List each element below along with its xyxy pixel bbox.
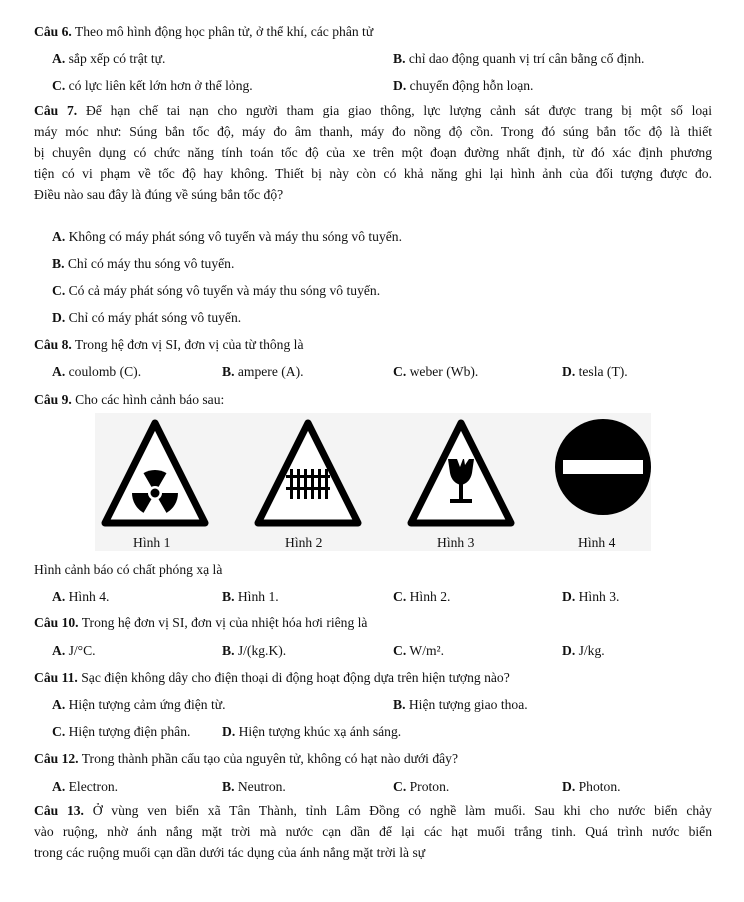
option-letter: C. [393, 779, 407, 794]
question-10-stem [34, 614, 367, 631]
option-letter: D. [562, 364, 576, 379]
option-letter: A. [52, 643, 66, 658]
question-11-stem [34, 669, 510, 686]
caption-figure-1: Hình 1 [133, 535, 171, 550]
question-number: Câu 7. [34, 103, 78, 118]
option-b [222, 588, 279, 605]
option-letter: B. [222, 779, 235, 794]
option-c [52, 77, 253, 94]
option-text: ampere (A). [234, 364, 304, 379]
fragile-glass-warning-sign [411, 423, 511, 523]
question-7-line: bị chuyên dụng có chức năng tính toán tốc độ của xe trên một đoạn đường nhất định, từ đó xác định phương [34, 145, 712, 160]
option-text: Chỉ có máy phát sóng vô tuyến. [65, 310, 242, 325]
option-b [222, 363, 304, 380]
option-d [562, 642, 605, 659]
option-d [393, 77, 533, 94]
option-text: Có cả máy phát sóng vô tuyến và máy thu sóng vô tuyến. [65, 283, 381, 298]
option-text: J/kg. [575, 643, 605, 658]
option-d [562, 363, 628, 380]
option-d [562, 588, 619, 605]
option-text: chuyển động hỗn loạn. [406, 78, 534, 93]
option-letter: B. [393, 697, 406, 712]
option-a [52, 696, 226, 713]
option-letter: C. [52, 724, 66, 739]
question-number: Câu 13. [34, 803, 84, 818]
question-number: Câu 8. [34, 337, 72, 352]
option-a [52, 778, 118, 795]
option-c [393, 363, 478, 380]
option-b [222, 642, 286, 659]
railway-fence-warning-sign [258, 423, 358, 523]
question-7-line [34, 100, 712, 121]
option-letter: B. [393, 51, 406, 66]
option-a [52, 228, 402, 245]
option-letter: A. [52, 697, 66, 712]
option-text: Hiện tượng khúc xạ ánh sáng. [235, 724, 402, 739]
question-number: Câu 11. [34, 670, 78, 685]
option-a [52, 588, 109, 605]
question-13-line: vào ruộng, nhờ ánh nắng mặt trời mà nước cạn dần để lại các hạt muối trắng tinh. Quá trình nước biển [34, 824, 712, 839]
option-c [393, 778, 449, 795]
option-c [393, 642, 444, 659]
option-text: Hiện tượng cảm ứng điện từ. [65, 697, 226, 712]
question-text: Cho các hình cảnh báo sau: [71, 392, 225, 407]
option-text: W/m². [406, 643, 445, 658]
option-letter: D. [562, 779, 576, 794]
option-text: J/(kg.K). [234, 643, 287, 658]
option-letter: D. [562, 643, 576, 658]
option-text: Chỉ có máy thu sóng vô tuyến. [64, 256, 235, 271]
option-letter: B. [222, 364, 235, 379]
warning-signs-svg [95, 413, 651, 551]
option-d [562, 778, 621, 795]
question-text: Trong thành phần cấu tạo của nguyên tử, không có hạt nào dưới đây? [78, 751, 459, 766]
option-c [393, 588, 450, 605]
question-9-followup: Hình cảnh báo có chất phóng xạ là [34, 562, 223, 577]
question-text: Trong hệ đơn vị SI, đơn vị của nhiệt hóa hơi riêng là [78, 615, 368, 630]
option-letter: A. [52, 364, 66, 379]
option-text: Không có máy phát sóng vô tuyến và máy thu sóng vô tuyến. [65, 229, 402, 244]
question-13-stem [34, 800, 712, 863]
option-b [393, 696, 528, 713]
option-b [393, 50, 644, 67]
option-a [52, 642, 96, 659]
option-letter: C. [393, 364, 407, 379]
line-text: Để hạn chế tai nạn cho người tham gia giao thông, lực lượng cảnh sát được trang bị một số loại [77, 103, 712, 118]
option-letter: C. [393, 643, 407, 658]
question-8-stem [34, 336, 303, 353]
option-letter: D. [222, 724, 236, 739]
option-text: chỉ dao động quanh vị trí cân bằng cố định. [405, 51, 645, 66]
option-text: coulomb (C). [65, 364, 142, 379]
option-letter: A. [52, 779, 66, 794]
option-letter: C. [52, 78, 66, 93]
option-text: Hình 3. [575, 589, 620, 604]
option-text: Proton. [406, 779, 450, 794]
caption-figure-3: Hình 3 [437, 535, 475, 550]
line-text: Ở vùng ven biển xã Tân Thành, tỉnh Lâm Đồng có nghề làm muối. Sau khi cho nước biển chảy [83, 803, 712, 818]
caption-figure-2: Hình 2 [285, 535, 323, 550]
option-letter: A. [52, 51, 66, 66]
option-letter: D. [393, 78, 407, 93]
option-b [222, 778, 286, 795]
option-a [52, 363, 141, 380]
option-text: Hình 1. [234, 589, 279, 604]
question-7-line: máy móc như: Súng bắn tốc độ, máy đo âm thanh, máy đo nồng độ cồn. Trong đó súng bắn tốc độ là thiết [34, 124, 712, 139]
option-a [52, 50, 165, 67]
radiation-warning-sign [105, 423, 205, 523]
no-entry-sign [555, 419, 651, 515]
option-d [222, 723, 401, 740]
option-text: tesla (T). [575, 364, 628, 379]
question-7-line: Điều nào sau đây là đúng về súng bắn tốc độ? [34, 187, 284, 202]
option-letter: A. [52, 229, 66, 244]
option-letter: D. [52, 310, 66, 325]
option-b [52, 255, 234, 272]
option-letter: C. [393, 589, 407, 604]
option-c [52, 282, 380, 299]
question-text: Sạc điện không dây cho điện thoại di động hoạt động dựa trên hiện tượng nào? [77, 670, 510, 685]
warning-signs-figure [95, 413, 651, 551]
question-9-stem [34, 391, 224, 408]
option-d [52, 309, 241, 326]
question-text: Trong hệ đơn vị SI, đơn vị của từ thông là [71, 337, 304, 352]
question-number: Câu 12. [34, 751, 79, 766]
question-text: Theo mô hình động học phân tử, ở thể khí, các phân tử [71, 24, 374, 39]
question-number: Câu 9. [34, 392, 72, 407]
question-12-stem [34, 750, 458, 767]
option-letter: B. [222, 589, 235, 604]
option-text: có lực liên kết lớn hơn ở thể lỏng. [65, 78, 253, 93]
question-number: Câu 10. [34, 615, 79, 630]
option-c [52, 723, 190, 740]
option-text: Hiện tượng điện phân. [65, 724, 191, 739]
caption-figure-4: Hình 4 [578, 535, 616, 550]
option-text: Hình 2. [406, 589, 451, 604]
option-letter: D. [562, 589, 576, 604]
question-7-stem [34, 100, 712, 205]
option-text: sắp xếp có trật tự. [65, 51, 166, 66]
option-text: Photon. [575, 779, 621, 794]
option-text: Hiện tượng giao thoa. [405, 697, 528, 712]
option-letter: B. [52, 256, 65, 271]
option-letter: A. [52, 589, 66, 604]
option-letter: C. [52, 283, 66, 298]
option-text: weber (Wb). [406, 364, 479, 379]
option-text: J/°C. [65, 643, 96, 658]
question-13-line: trong các ruộng muối cạn dần dưới tác dụng của ánh nắng mặt trời là sự [34, 845, 426, 860]
option-text: Hình 4. [65, 589, 110, 604]
question-6-stem [34, 23, 373, 40]
question-7-line: tiện có vi phạm về tốc độ hay không. Thiết bị này còn có khả năng ghi lại hình ảnh của đối tượng được đo. [34, 166, 712, 181]
question-13-line [34, 800, 712, 821]
option-text: Electron. [65, 779, 119, 794]
question-number: Câu 6. [34, 24, 72, 39]
option-text: Neutron. [234, 779, 286, 794]
option-letter: B. [222, 643, 235, 658]
